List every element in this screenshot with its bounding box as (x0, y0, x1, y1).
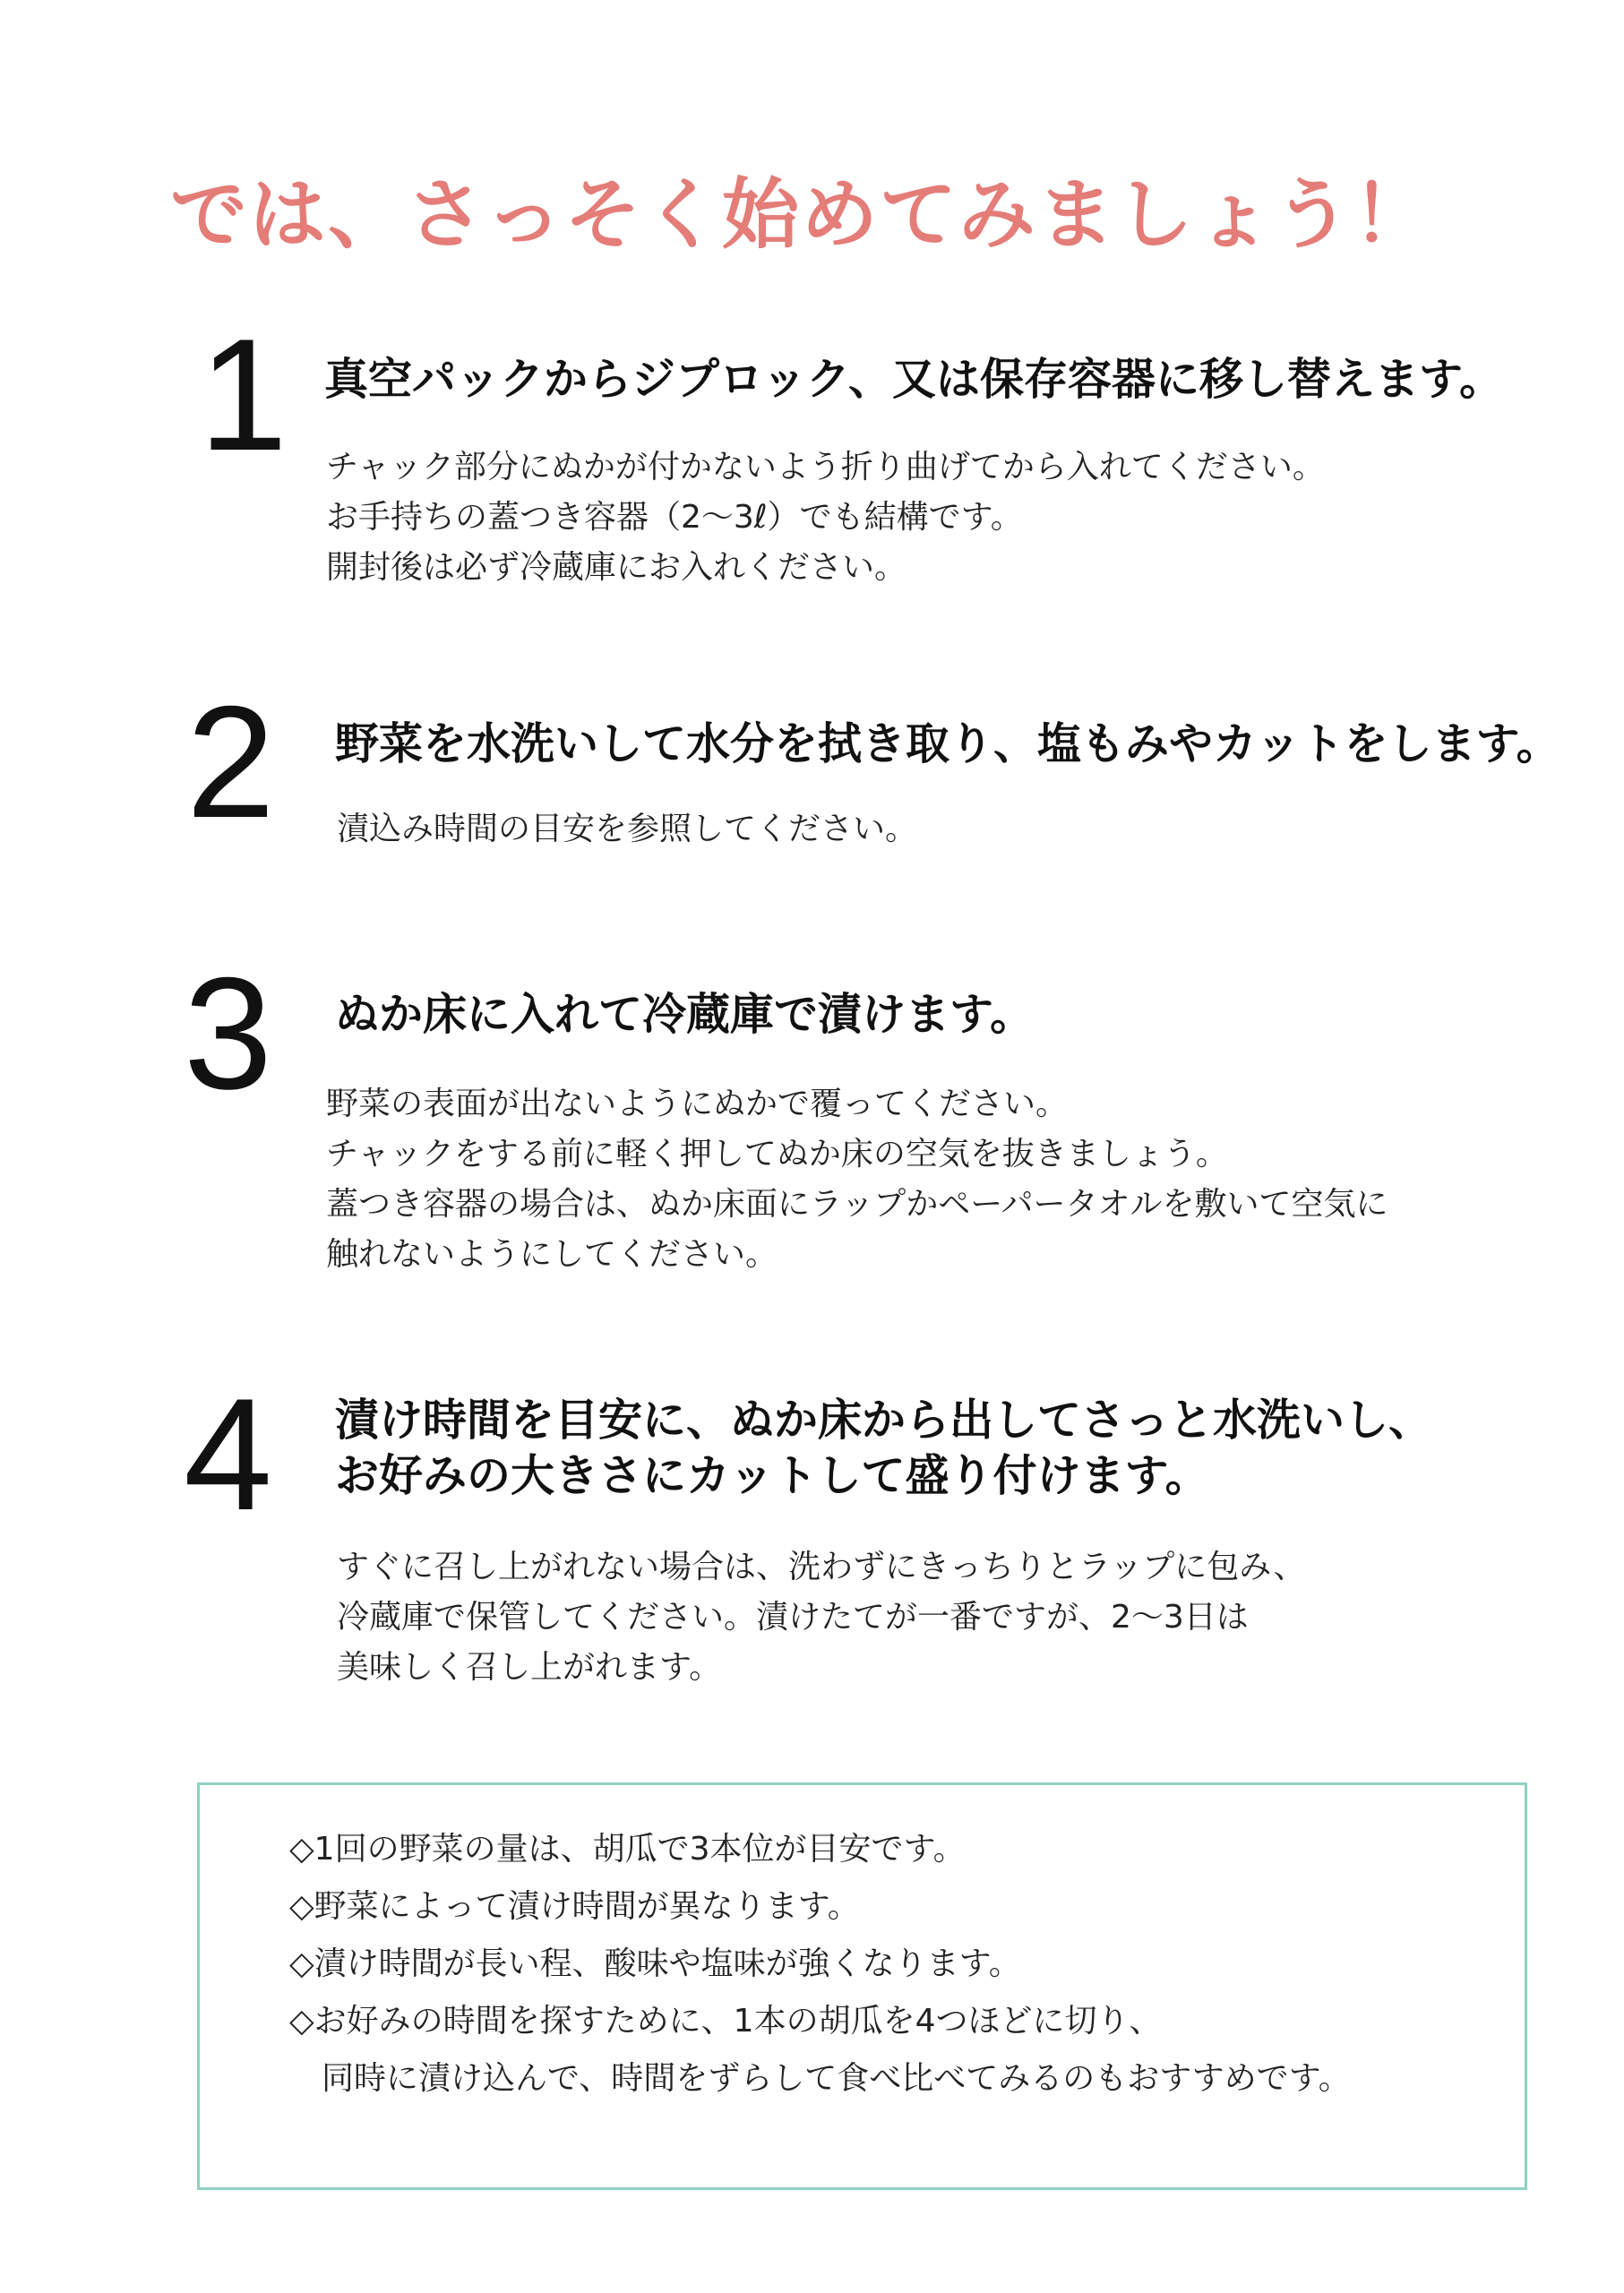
step-3-body-line: チャックをする前に軽く押してぬか床の空気を抜きましょう。 (326, 1136, 1228, 1172)
step-4-number: 4 (184, 1365, 272, 1543)
step-4-heading-line: 漬け時間を目安に、ぬか床から出してさっと水洗いし、 (335, 1395, 1433, 1446)
step-4-heading-line: お好みの大きさにカットして盛り付けます。 (335, 1450, 1209, 1501)
step-3-heading (335, 987, 1034, 1043)
note-item: ◇漬け時間が長い程、酸味や塩味が強くなります。 (289, 1945, 1021, 1982)
step-3-body (326, 1079, 1388, 1280)
step-3-body-line: 蓋つき容器の場合は、ぬか床面にラップかペーパータオルを敷いて空気に (326, 1186, 1388, 1223)
note-item: ◇お好みの時間を探すために、1本の胡瓜を4つほどに切り、 (289, 2003, 1162, 2040)
note-item: ◇野菜によって漬け時間が異なります。 (289, 1888, 860, 1925)
step-1-body-line: お手持ちの蓋つき容器（2〜3ℓ）でも結構です。 (326, 499, 1023, 536)
step-3-number: 3 (184, 944, 272, 1122)
step-3-body-line: 触れないようにしてください。 (326, 1236, 778, 1273)
step-2-body-line: 漬込み時間の目安を参照してください。 (337, 811, 918, 847)
step-1-number: 1 (199, 305, 288, 484)
notes-list (289, 1821, 1351, 2108)
note-item: ◇1回の野菜の量は、胡瓜で3本位が目安です。 (289, 1831, 966, 1868)
step-1-body (326, 442, 1325, 593)
step-1-heading (324, 352, 1503, 408)
step-2-body (337, 804, 917, 855)
step-1-heading-line: 真空パックからジプロック、又は保存容器に移し替えます。 (324, 354, 1504, 405)
step-3-body-line: 野菜の表面が出ないようにぬかで覆ってください。 (326, 1086, 1069, 1122)
step-2-heading (335, 717, 1560, 772)
step-4-heading (335, 1393, 1432, 1504)
step-3-heading-line: ぬか床に入れて冷蔵庫で漬けます。 (335, 989, 1035, 1040)
page-title: では、さっそく始めてみましょう！ (170, 170, 1431, 260)
step-4-body-line: 美味しく召し上がれます。 (337, 1649, 722, 1686)
note-item: 同時に漬け込んで、時間をずらして食べ比べてみるのもおすすめです。 (289, 2060, 1351, 2097)
step-4-body (337, 1542, 1305, 1693)
notes-box (197, 1782, 1527, 2190)
step-4-body-line: 冷蔵庫で保管してください。漬けたてが一番ですが、2〜3日は (337, 1599, 1249, 1636)
step-1-body-line: チャック部分にぬかが付かないよう折り曲げてから入れてください。 (326, 449, 1325, 485)
step-1-body-line: 開封後は必ず冷蔵庫にお入れください。 (326, 549, 907, 586)
step-2-number: 2 (186, 673, 275, 851)
step-4-body-line: すぐに召し上がれない場合は、洗わずにきっちりとラップに包み、 (337, 1549, 1306, 1585)
step-2-heading-line: 野菜を水洗いして水分を拭き取り、塩もみやカットをします。 (335, 718, 1560, 769)
